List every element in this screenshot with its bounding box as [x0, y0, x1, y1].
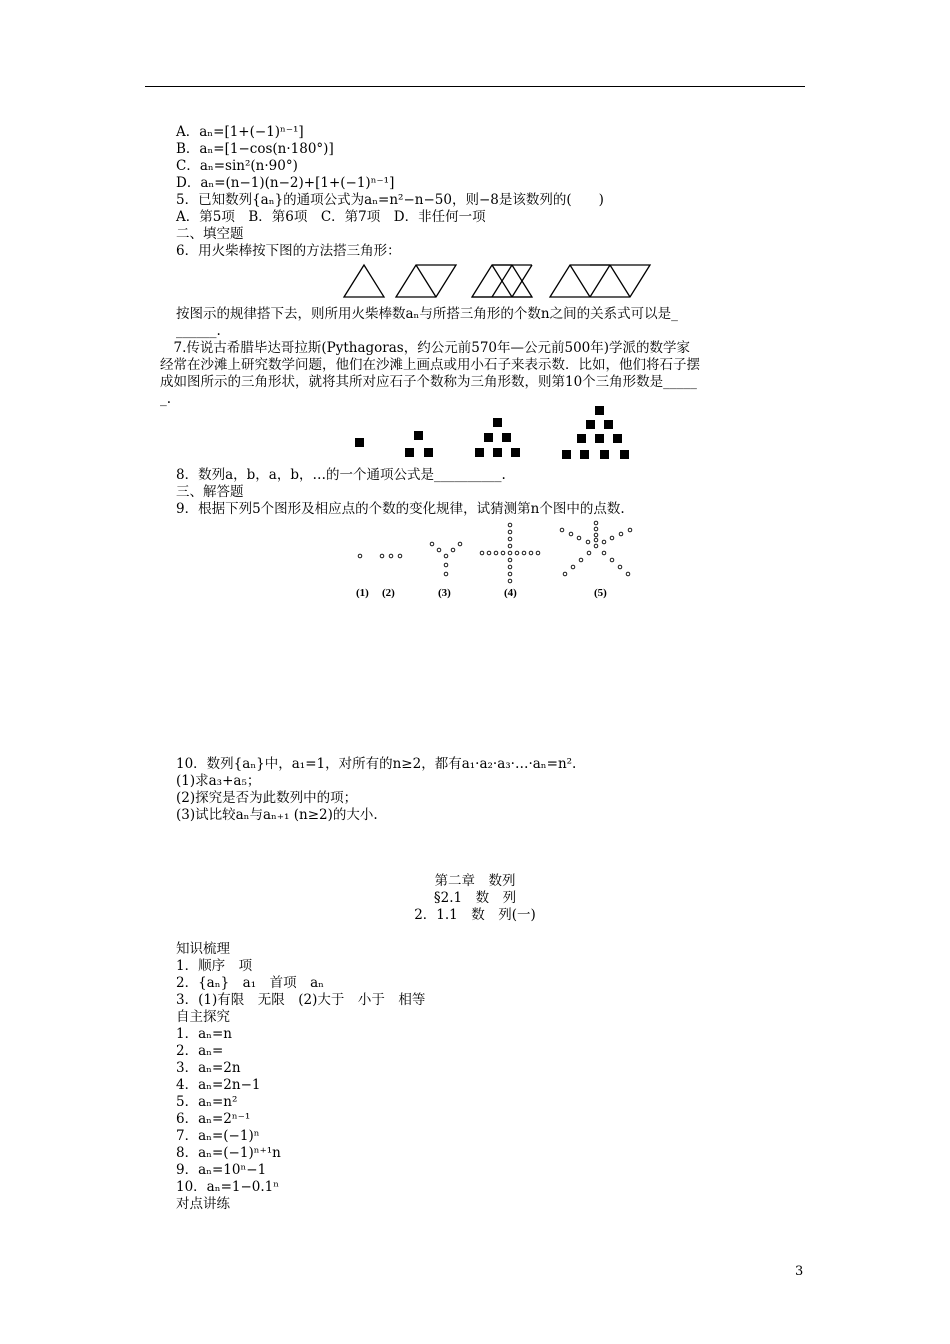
- answer-line: 1．顺序 项: [176, 958, 253, 974]
- question-6-text-2: ______.: [176, 323, 221, 339]
- dot-pattern-figure: [350, 520, 650, 604]
- option-d: D．aₙ=(n−1)(n−2)+[1+(−1)ⁿ⁻¹]: [176, 175, 395, 191]
- answer-line: 3．(1)有限 无限 (2)大于 小于 相等: [176, 992, 426, 1008]
- answer-line: 8．aₙ=(−1)ⁿ⁺¹n: [176, 1145, 281, 1161]
- answer-line: 10．aₙ=1−0.1ⁿ: [176, 1179, 280, 1195]
- answer-line: 自主探究: [176, 1009, 230, 1025]
- question-10-part-2: (2)探究是否为此数列中的项；: [176, 790, 358, 806]
- figure-label-5: (5): [594, 587, 607, 599]
- question-6-text-1: 按图示的规律搭下去，则所用火柴棒数aₙ与所搭三角形的个数n之间的关系式可以是_: [176, 306, 678, 322]
- page-number: 3: [795, 1264, 804, 1279]
- answer-line: 4．aₙ=2n−1: [176, 1077, 261, 1093]
- answer-line: 7．aₙ=(−1)ⁿ: [176, 1128, 260, 1144]
- answer-line: 知识梳理: [176, 941, 230, 957]
- answer-line: 2．{aₙ} a₁ 首项 aₙ: [176, 975, 325, 991]
- question-10-part-3: (3)试比较aₙ与aₙ₊₁ (n≥2)的大小.: [176, 807, 378, 823]
- answer-line: 1．aₙ=n: [176, 1026, 232, 1042]
- section-fill-in: 二、填空题: [176, 226, 244, 242]
- question-8: 8．数列a，b，a，b，…的一个通项公式是__________.: [176, 467, 506, 483]
- figure-label-1: (1): [356, 587, 369, 599]
- question-7-text-2: 经常在沙滩上研究数学问题，他们在沙滩上画点或用小石子来表示数．比如，他们将石子摆: [160, 357, 700, 373]
- question-10-part-1: (1)求a₃+a₅；: [176, 773, 261, 789]
- answer-line: 3．aₙ=2n: [176, 1060, 241, 1076]
- matchstick-triangles-figure: [340, 262, 660, 302]
- chapter-title: 第二章 数列: [434, 873, 516, 889]
- question-7-text-3: 成如图所示的三角形状，就将其所对应石子个数称为三角形数，则第10个三角形数是_____: [160, 374, 697, 390]
- question-7-text-1: 7.传说古希腊毕达哥拉斯(Pythagoras，约公元前570年—公元前500年)学派的数学家: [160, 340, 691, 356]
- section-answer: 三、解答题: [176, 484, 244, 500]
- header-rule: [145, 86, 805, 87]
- figure-label-3: (3): [438, 587, 451, 599]
- question-5-options: A．第5项 B．第6项 C．第7项 D．非任何一项: [176, 209, 486, 225]
- answer-line: 2．aₙ=: [176, 1043, 224, 1059]
- question-5: 5．已知数列{aₙ}的通项公式为aₙ=n²−n−50，则−8是该数列的( ): [176, 192, 604, 208]
- question-6: 6．用火柴棒按下图的方法搭三角形：: [176, 243, 401, 259]
- answer-line: 9．aₙ=10ⁿ−1: [176, 1162, 267, 1178]
- question-9: 9．根据下列5个图形及相应点的个数的变化规律，试猜测第n个图中的点数.: [176, 501, 625, 517]
- section-title: §2.1 数 列: [433, 890, 517, 906]
- option-a: A．aₙ=[1+(−1)ⁿ⁻¹]: [176, 124, 304, 140]
- option-b: B．aₙ=[1−cos(n·180°)]: [176, 141, 334, 157]
- answer-line: 5．aₙ=n²: [176, 1094, 238, 1110]
- question-10: 10．数列{aₙ}中，a₁=1，对所有的n≥2，都有a₁·a₂·a₃·…·aₙ=n².: [176, 756, 577, 772]
- answer-line: 对点讲练: [176, 1196, 230, 1212]
- figure-label-4: (4): [504, 587, 517, 599]
- subsection-title: 2．1.1 数 列(一): [414, 907, 536, 923]
- figure-label-2: (2): [382, 587, 395, 599]
- option-c: C．aₙ=sin²(n·90°): [176, 158, 298, 174]
- answer-line: 6．aₙ=2ⁿ⁻¹: [176, 1111, 251, 1127]
- triangular-stones-figure: [350, 404, 640, 464]
- question-7-text-4: _.: [160, 391, 172, 407]
